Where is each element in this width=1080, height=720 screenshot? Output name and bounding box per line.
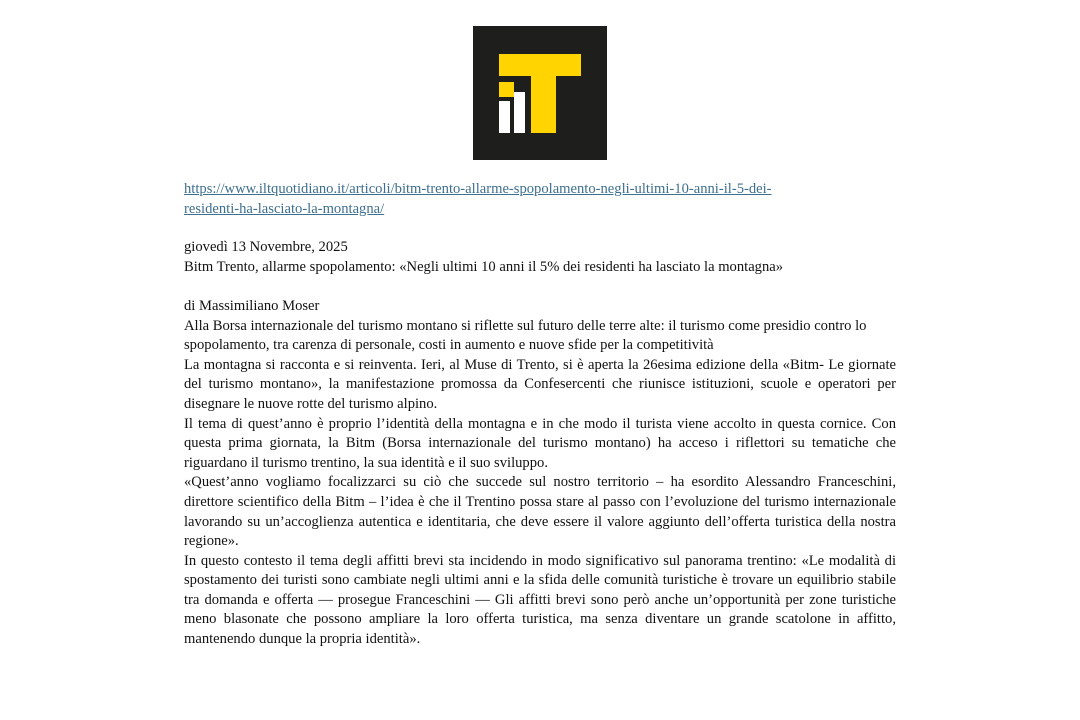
article-subtitle: Alla Borsa internazionale del turismo montano si riflette sul futuro delle terre alte: il turismo come presidio contro lo spopolamento, tra carenza di personale, costi in aumento e nuove sfide per la competitività bbox=[184, 317, 867, 354]
logo-l-stem bbox=[514, 92, 525, 133]
article-date: giovedì 13 Novembre, 2025 bbox=[184, 239, 348, 256]
article-url-link[interactable] bbox=[184, 180, 896, 219]
article-paragraph-1: La montagna si racconta e si reinventa. Ieri, al Muse di Trento, si è aperta la 26esima edizione della «Bitm- Le giornate del turismo montano», la manifestazione promossa da Confesercenti che riunisce istituzioni, scuole e operatori per disegnare le nuove rotte del turismo alpino. bbox=[184, 356, 896, 412]
article-url-line-1[interactable]: https://www.iltquotidiano.it/articoli/bitm-trento-allarme-spopolamento-negli-ultimi-10-anni-il-5-dei- bbox=[184, 181, 772, 197]
article bbox=[184, 180, 896, 650]
logo-t-stem bbox=[531, 54, 556, 133]
article-headline: Bitm Trento, allarme spopolamento: «Negli ultimi 10 anni il 5% dei residenti ha lasciato la montagna» bbox=[184, 258, 784, 275]
article-paragraph-4: In questo contesto il tema degli affitti brevi sta incidendo in modo significativo sul panorama trentino: «Le modalità di spostamento dei turisti sono cambiate negli ultimi anni e la sfida delle comunità turistiche è trovare un equilibrio stabile tra domanda e offerta — prosegue Franceschini — Gli affitti brevi sono però anche un’opportunità per zone turistiche meno blasonate che possono ampliare la loro offerta turistica, ma senza diventare un grande scatolone in affitto, mantenendo dunque la propria identità». bbox=[184, 552, 896, 648]
article-byline: di Massimiliano Moser bbox=[184, 297, 320, 314]
article-url-line-2[interactable]: residenti-ha-lasciato-la-montagna/ bbox=[184, 200, 385, 217]
logo-i-dot bbox=[499, 82, 514, 97]
article-paragraph-2: Il tema di quest’anno è proprio l’identità della montagna e in che modo il turista viene accolto in questa cornice. Con questa prima giornata, la Bitm (Borsa internazionale del turismo montano) ha acceso i riflettori su tematiche che riguardano il turismo trentino, la sua identità e il suo sviluppo. bbox=[184, 415, 896, 471]
il-t-logo bbox=[473, 26, 607, 160]
il-t-logo-icon bbox=[473, 26, 607, 160]
logo-i-stem bbox=[499, 101, 510, 133]
article-paragraph-3: «Quest’anno vogliamo focalizzarci su ciò che succede sul nostro territorio – ha esordito Alessandro Franceschini, direttore scientifico della Bitm – l’idea è che il Trentino possa stare al passo con l’evoluzione del turismo internazionale lavorando su un’accoglienza autentica e identitaria, che deve essere il valore aggiunto dell’offerta turistica della nostra regione». bbox=[184, 474, 896, 550]
